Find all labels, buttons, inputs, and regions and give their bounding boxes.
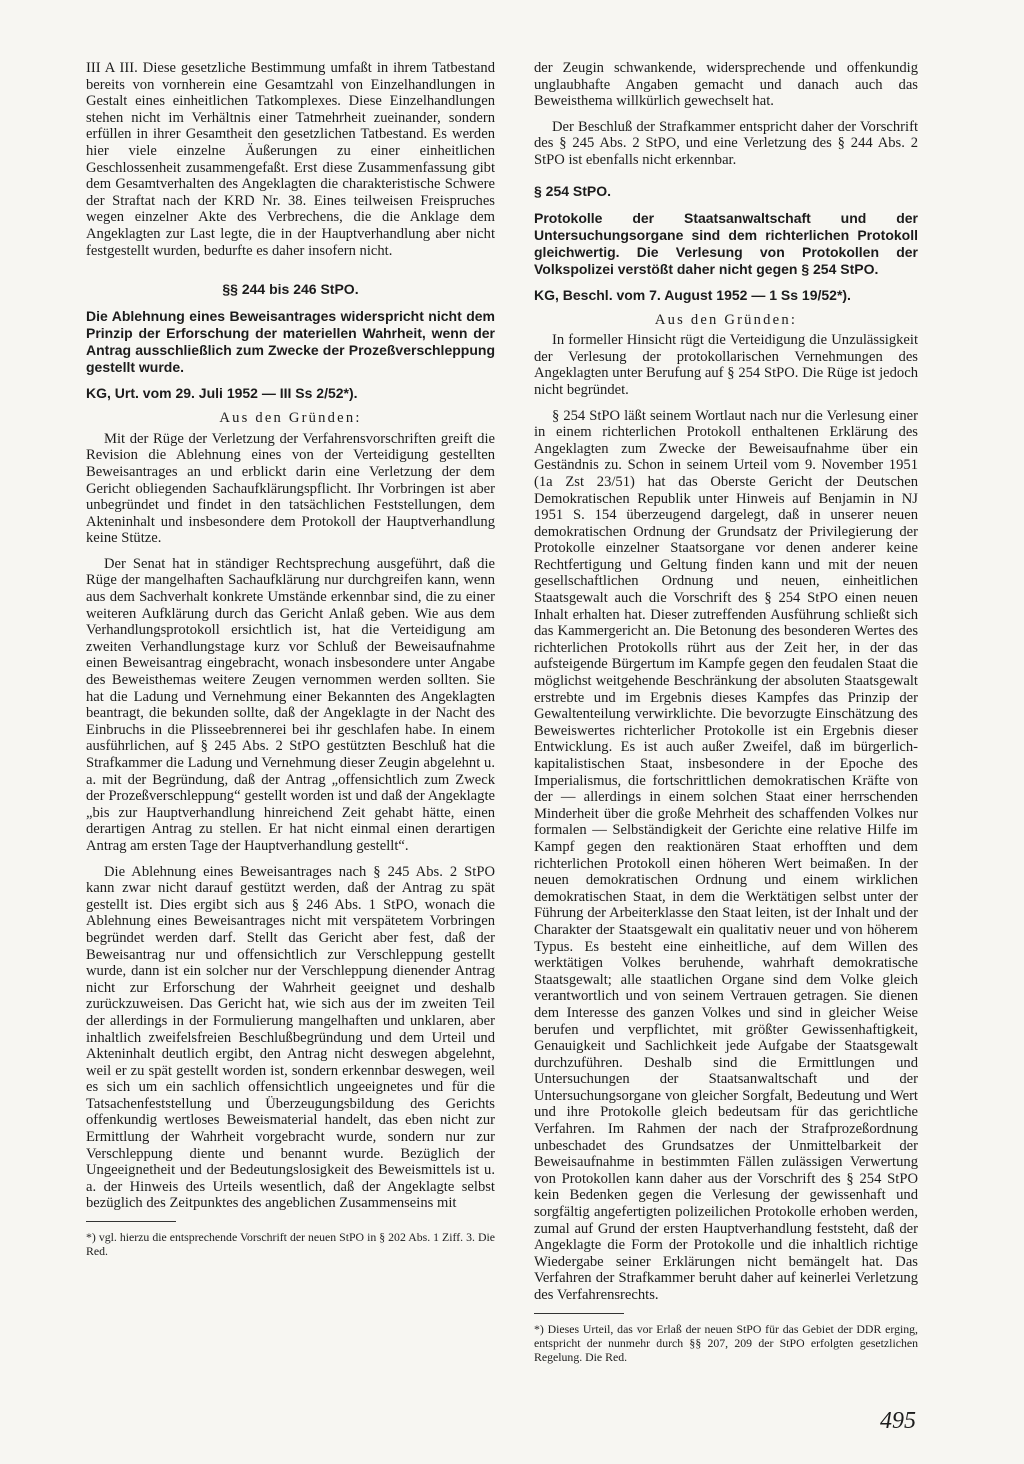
footnote: *) Dieses Urteil, das vor Erlaß der neuen StPO für das Gebiet der DDR erging, entspricht der nunmehr durch §§ 207, 209 der StPO erfolgten gesetzlichen Regelung. Die Red. [534,1321,918,1364]
body-paragraph: III A III. Diese gesetzliche Bestimmung umfaßt in ihrem Tatbestand bereits von vornherein eine Gesamtzahl von Einzelhandlungen in Gestalt eines einheitlichen Tatkomplexes. Diese Einzelhandlungen stehen nicht im Verhältnis einer Tatmehrheit zueinander, sondern erfüllen in ihrer Gesamtheit den gesetzlichen Tatbestand. Es werden hier viele einzelne Äußerungen zu einer einheitlichen Geschlossenheit zusammengefaßt. Erst diese Zusammenfassung gibt dem Gesamtverhalten des Angeklagten die charakteristische Schwere der Straftat nach der KRD Nr. 38. Eines teilweisen Freispruches wegen einzelner Akte des Verbrechens, die die Anklage dem Angeklagten zur Last legte, die in der Hauptverhandlung aber nicht festgestellt wurden, bedurfte es daher insofern nicht. [86,60,495,259]
footnote-divider [86,1221,176,1222]
case-citation: KG, Urt. vom 29. Juli 1952 — III Ss 2/52*). [86,385,358,402]
body-paragraph: Der Beschluß der Strafkammer entspricht daher der Vorschrift des § 245 Abs. 2 StPO, und eine Verletzung des § 244 Abs. 2 StPO ist ebenfalls nicht erkennbar. [534,118,918,168]
case-citation: KG, Beschl. vom 7. August 1952 — 1 Ss 19/52*). [534,286,851,303]
section-title: §§ 244 bis 246 StPO. [222,281,359,298]
right-column [534,60,918,1364]
left-column [86,60,495,1258]
body-paragraph: der Zeugin schwankende, widersprechende und offenkundig unglaubhafte Angaben gemacht und danach auch das Beweisthema willkürlich gewechselt hat. [534,60,918,110]
body-paragraph: § 254 StPO läßt seinem Wortlaut nach nur die Verlesung einer in einem richterlichen Protokoll enthaltenen Erklärung des Angeklagten zum Zwecke der Beweisaufnahme über ein Geständnis zu. Schon in seinem Urteil vom 9. November 1951 (1a Zst 23/51) hat das Oberste Gericht der Deutschen Demokratischen Republik unter Hinweis auf Benjamin in NJ 1951 S. 154 überzeugend dargelegt, daß in unserer neuen demokratischen Ordnung der Grundsatz der Privilegierung der Protokolle einzelner Staatsorgane vor denen anderer keine Rechtfertigung und Geltung finden kann und mit der neuen gesellschaftlichen Ordnung und neuen, einheitlichen Staatsgewalt auch die Vorschrift des § 254 StPO einen neuen Inhalt erhalten hat. Dieser zutreffenden Ausführung schließt sich das Kammergericht an. Die Betonung des besonderen Wertes des richterlichen Protokolls rührt aus der Zeit her, in der das aufsteigende Bürgertum im Kampfe gegen den feudalen Staat die möglichst weitgehende Beschränkung der absoluten Staatsgewalt erstrebte und im Ergebnis dieses Kampfes das Prinzip der Gewaltenteilung verwirklichte. Die bevorzugte Einschätzung des Beweiswertes richterlicher Protokolle ist ein Ergebnis dieser Entwicklung. Es ist auch außer Zweifel, daß im bürgerlich-kapitalistischen Staat, insbesondere in der Epoche des Imperialismus, die fortschrittlichen demokratischen Kräfte von der — allerdings in einem solchen Staat einer herrschenden Minderheit über die große Mehrheit des schaffenden Volkes nur formalen — Selbständigkeit der Gerichte eine relative Hilfe im Kampf gegen den reaktionären Staat erhofften und dem richterlichen Protokoll einen höheren Wert beimaßen. In der neuen demokratischen Ordnung und einem wirklichen demokratischen Staat, in dem die Werktätigen selbst unter der Führung der Arbeiterklasse den Staat leiten, ist der Inhalt und der Charakter der Staatsgewalt ein qualitativ neuer und von höherem Typus. Es besteht eine einheitliche, auf dem Willen des werktätigen Volkes beruhende, wahrhaft demokratische Staatsgewalt; alle staatlichen Organe sind dem Volke gleich verantwortlich und von seinem Vertrauen getragen. Sie dienen dem Interesse des ganzen Volkes und sind in gleicher Weise berufen und verpflichtet, mit größter Gewissenhaftigkeit, Genauigkeit und Sachlichkeit jede Aufgabe der Staatsgewalt durchzuführen. Deshalb sind die Ermittlungen und Untersuchungen der Staatsanwaltschaft und der Untersuchungsorgane von gleicher Sorgfalt, Bedeutung und Wert und ihre Protokolle gleich bedeutsam für das gerichtliche Verfahren. Im Rahmen der nach der Strafprozeßordnung unbeschadet des Grundsatzes der Unmittelbarkeit der Beweisaufnahme in bestimmten Fällen zulässigen Verwertung von Protokollen kann daher aus der Vorschrift des § 254 StPO kein Bedenken gegen die Verlesung der gewissenhaft und sorgfältig angefertigten polizeilichen Protokolle erhoben werden, zumal auf Grund der ersten Hauptverhandlung feststeht, daß der Angeklagte die Form der Protokolle und die inhaltlich richtige Wiedergabe seiner Erklärungen nicht bemängelt hat. Das Verfahren der Strafkammer beruht daher auf keinerlei Verletzung des Verfahrensrechts. [534,407,918,1303]
reasons-heading: Aus den Gründen: [654,311,798,328]
body-paragraph: Mit der Rüge der Verletzung der Verfahrensvorschriften greift die Revision die Ablehnung eines von der Verteidigung gestellten Beweisantrages an und erblickt darin eine Verletzung der dem Gericht obliegenden Sachaufklärungspflicht. Ihr Vorbringen ist aber unbegründet und findet in den tatsächlichen Feststellungen, dem Akteninhalt und insbesondere dem Protokoll der Hauptverhandlung keine Stütze. [86,430,495,547]
page-number: 495 [880,1408,916,1434]
body-paragraph: Die Ablehnung eines Beweisantrages nach § 245 Abs. 2 StPO kann zwar nicht darauf gestützt werden, daß der Antrag zu spät gestellt ist. Dies ergibt sich aus § 246 Abs. 1 StPO, wonach die Ablehnung eines Beweisantrages nicht mit verspätetem Vorbringen begründet werden darf. Stellt das Gericht aber fest, daß der Beweisantrag nur und offensichtlich zur Verschleppung gestellt wurde, dann ist ein solcher nur der Verschleppung dienender Antrag nicht zur Erforschung der Wahrheit geeignet und deshalb zurückzuweisen. Das Gericht hat, wie sich aus der im zweiten Teil der allerdings in der Formulierung mangelhaften und unklaren, aber inhaltlich zweifelsfreien Beschlußbegründung und dem Urteil und Akteninhalt deutlich ergibt, den Antrag nicht deswegen abgelehnt, weil er zu spät gestellt worden ist, sondern erkennbar deswegen, weil es sich um ein sachlich offensichtlich ungeeignetes und für die Tatsachenfeststellung und Überzeugungsbildung des Gerichts offenkundig wertloses Beweismaterial handelt, das eben nicht zur Ermittlung der Wahrheit vorgebracht wurde, sondern nur zur Verschleppung diente und benannt wurde. Bezüglich der Ungeeignetheit und der Bedeutungslosigkeit des Beweismittels ist u. a. der Hinweis des Urteils wesentlich, daß der Angeklagte selbst bezüglich des Zeitpunktes des angeblichen Zusammenseins mit [86,863,495,1212]
body-paragraph: In formeller Hinsicht rügt die Verteidigung die Unzulässigkeit der Verlesung der protokollarischen Vernehmungen des Angeklagten unter Berufung auf § 254 StPO. Die Rüge ist jedoch nicht begründet. [534,332,918,398]
footnote: *) vgl. hierzu die entsprechende Vorschrift der neuen StPO in § 202 Abs. 1 Ziff. 3. Die Red. [86,1230,495,1259]
body-paragraph: Der Senat hat in ständiger Rechtsprechung ausgeführt, daß die Rüge der mangelhaften Sachaufklärung nur durchgreifen kann, wenn aus dem Sachverhalt konkrete Umstände erkennbar sind, die zu einer weiteren Aufklärung durch das Gericht Anlaß geben. Wie aus dem Verhandlungsprotokoll ersichtlich ist, hat die Verteidigung am zweiten Verhandlungstage kurz vor Schluß der Beweisaufnahme einen Beweisantrag eingebracht, wonach insbesondere unter Angabe des Beweisthemas weitere Zeugen vernommen werden sollten. Sie hat die Ladung und Vernehmung einer Bekannten des Angeklagten beantragt, die bekunden sollte, daß der Angeklagte in der Nacht des Einbruchs in die Plisseebrennerei bei ihr geschlafen habe. In einem ausführlichen, auf § 245 Abs. 2 StPO gestützten Beschluß hat die Strafkammer die Ladung und Vernehmung dieser Zeugin abgelehnt u. a. mit der Begründung, daß der Antrag „offensichtlich zum Zweck der Prozeßverschleppung“ gestellt worden ist und daß der Angeklagte „bis zur Hauptverhandlung hinreichend Zeit gehabt hätte, einen derartigen Antrag zu stellen. Er hat nicht einmal einen derartigen Antrag am ersten Tage der Hauptverhandlung gestellt“. [86,555,495,854]
footnote-divider [534,1313,624,1314]
headnote: Die Ablehnung eines Beweisantrages widerspricht nicht dem Prinzip der Erforschung der materiellen Wahrheit, wenn der Antrag ausschließlich zum Zwecke der Prozeßverschleppung gestellt wurde. [86,308,495,376]
section-title: § 254 StPO. [534,182,612,199]
reasons-heading: Aus den Gründen: [219,410,362,427]
headnote: Protokolle der Staatsanwaltschaft und der Untersuchungsorgane sind dem richterlichen Protokoll gleichwertig. Die Verlesung von Protokollen der Volkspolizei verstößt daher nicht gegen § 254 StPO. [534,209,918,277]
